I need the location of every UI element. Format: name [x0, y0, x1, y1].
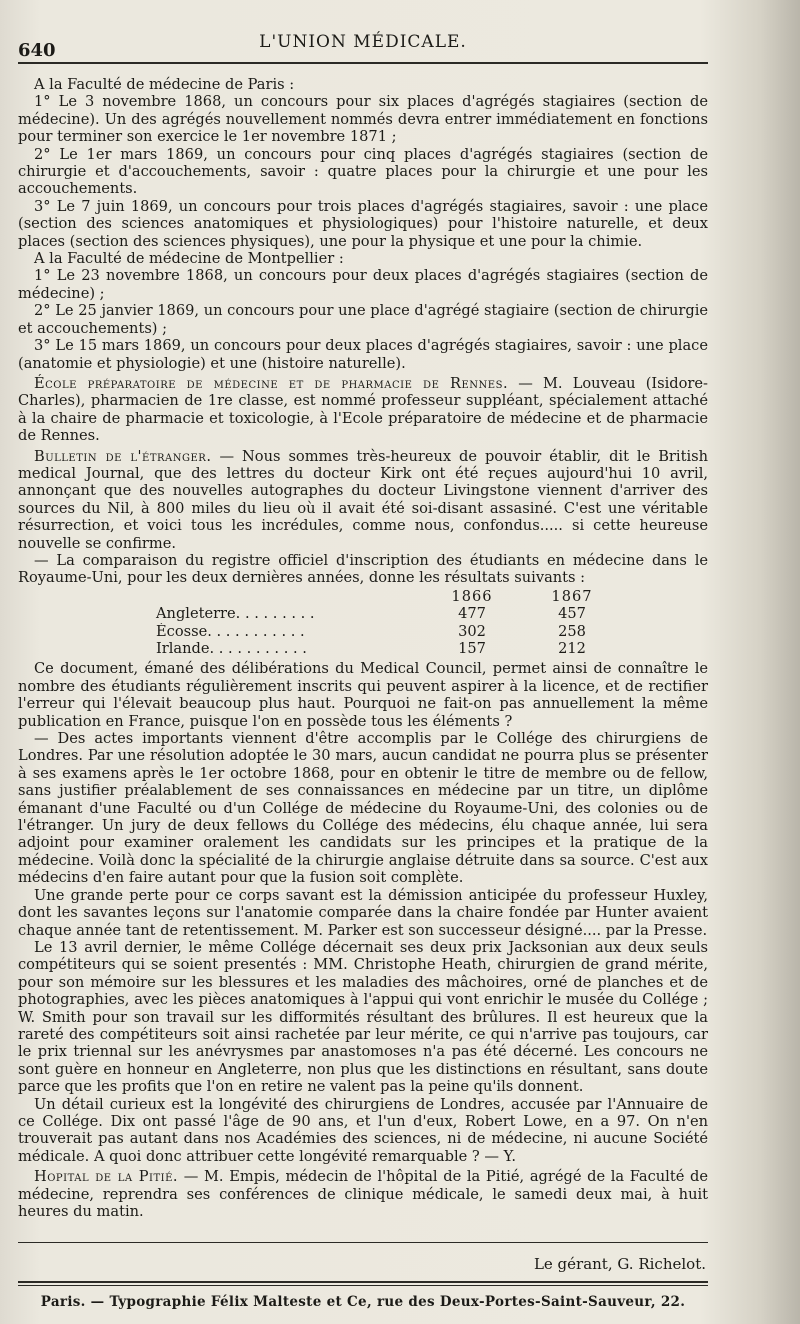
table-row [18, 640, 708, 657]
paragraph: Une grande perte pour ce corps savant est la démission anticipée du professeur Huxley, dont les savantes leçons sur l'anatomie comparée dans la chaire fondée par Hunter avaient chaque année tant de retentissement. M. Parker est son successeur désigné.... par la Presse. [18, 886, 708, 939]
cell: 477 [458, 605, 486, 623]
cell: 457 [558, 605, 586, 623]
paragraph: 3° Le 15 mars 1869, un concours pour deux places d'agrégés stagiaires, savoir : une place (anatomie et physiologie) et une (histoire naturelle). [18, 337, 708, 372]
cell: 212 [558, 640, 586, 657]
section-heading: École préparatoire de médecine et de pharmacie de Rennes. [34, 374, 509, 392]
paragraph: 1° Le 3 novembre 1868, un concours pour six places d'agrégés stagiaires (section de médecine). Un des agrégés nouvellement nommés devra entrer immédiatement en fonctions pour terminer son exercice le 1er novembre 1871 ; [18, 93, 708, 146]
row-label: Écosse. . . . . . . . . . . [156, 622, 305, 640]
paragraph: 2° Le 25 janvier 1869, un concours pour une place d'agrégé stagiaire (section de chirurgie et accouchements) ; [18, 302, 708, 337]
paragraph: 2° Le 1er mars 1869, un concours pour cinq places d'agrégés stagiaires (section de chirurgie et d'accouchements, savoir : quatre places pour la chirurgie et une pour les accouchements. [18, 145, 708, 198]
paragraph: Un détail curieux est la longévité des chirurgiens de Londres, accusée par l'Annuaire de ce Collége. Dix ont passé l'âge de 90 ans, et l'un d'eux, Robert Lowe, en a 97. On n'en trouverait pas autant dans nos Académies des sciences, ni de médecine, ni aucune Société médicale. A quoi donc attribuer cette longévité remarquable ? — Y. [18, 1095, 708, 1165]
cell: 302 [458, 622, 486, 640]
section-heading: Bulletin de l'étranger. [34, 447, 212, 465]
student-stats-table [18, 588, 708, 658]
paragraph: A la Faculté de médecine de Paris : [34, 76, 295, 93]
section-pitie: Hopital de la Pitié. — M. Empis, médecin de l'hôpital de la Pitié, agrégé de la Faculté de médecine, reprendra ses conférences de clinique médicale, le samedi deux mai, à huit heures du matin. [18, 1168, 708, 1220]
printer-imprint: Paris. — Typographie Félix Malteste et Ce, rue des Deux-Portes-Saint-Sauveur, 22. [40, 1294, 686, 1311]
running-title: L'UNION MÉDICALE. [259, 32, 467, 52]
paragraph: A la Faculté de médecine de Montpellier : [34, 250, 344, 268]
section-heading: Hopital de la Pitié. [34, 1168, 179, 1186]
table-row [18, 605, 708, 622]
paragraph: Le 13 avril dernier, le même Collége décernait ses deux prix Jacksonian aux deux seuls compétiteurs qui se soient presentés : MM. Christophe Heath, chirurgien de grand mérite, pour son mémoire sur les blessures et les maladies des mâchoires, orné de planches et de photographies, avec les pièces anatomiques à l'appui qui vont enrichir le musée du Collége ; W. Smith pour son travail sur les difformités résultant des brûlures. Il est heureux que la rareté des compétiteurs soit ainsi rachetée par leur mérite, ce qui n'arrive pas toujours, car le prix triennal sur les anévrysmes par anastomoses n'a pas été décerné. Les concours ne sont guère en honneur en Angleterre, non plus que les distinctions en résultant, sans doute parce que les profits que l'on en retire ne valent pas la peine qu'ils donnent. [18, 938, 708, 1096]
paragraph: 3° Le 7 juin 1869, un concours pour trois places d'agrégés stagiaires, savoir : une place (section des sciences anatomiques et physiologiques) pour l'histoire naturelle, et deux places (section des sciences physiques), une pour la physique et une pour la chimie. [18, 197, 708, 250]
signature: Le gérant, G. Richelot. [18, 1242, 708, 1273]
table-header-row [18, 588, 708, 605]
paragraph: — La comparaison du registre officiel d'inscription des étudiants en médecine dans le Royaume-Uni, pour les deux dernières années, donne les résultats suivants : [18, 551, 708, 587]
footer-rule [18, 1281, 708, 1286]
row-label: Angleterre. . . . . . . . . [156, 605, 315, 623]
year-header: 1867 [551, 587, 593, 605]
row-label: Irlande. . . . . . . . . . . [156, 640, 307, 657]
cell: 258 [558, 622, 586, 640]
year-header: 1866 [451, 587, 493, 605]
section-rennes: École préparatoire de médecine et de pharmacie de Rennes. — M. Louveau (Isidore-Charles), pharmacien de 1re classe, est nommé professeur suppléant, spécialement attaché à la chaire de pharmacie et toxicologie, à l'Ecole préparatoire de médecine et de pharmacie de Rennes. [18, 374, 708, 445]
table-row [18, 623, 708, 640]
cell: 157 [458, 640, 486, 657]
paragraph: 1° Le 23 novembre 1868, un concours pour deux places d'agrégés stagiaires (section de médecine) ; [18, 267, 708, 302]
article-body [18, 76, 708, 1220]
section-bulletin-etranger: Bulletin de l'étranger. — Nous sommes très-heureux de pouvoir établir, dit le British medical Journal, que des lettres du docteur Kirk ont été reçues aujourd'hui 10 avril, annonçant que des nouvelles autographes du docteur Livingstone viennent d'arriver des sources du Nil, à 800 miles du lieu où il avait été soi-disant assasiné. C'est une véritable résurrection, et voici tous les incrédules, comme nous, confondus..... si cette heureuse nouvelle se confirme. [18, 447, 708, 552]
page-header [18, 28, 708, 64]
paragraph: Ce document, émané des délibérations du Medical Council, permet ainsi de connaître le nombre des étudiants régulièrement inscrits qui peuvent aspirer à la licence, et de rectifier l'erreur qui l'élevait beaucoup plus haut. Pourquoi ne fait-on pas annuellement la même publication en France, puisque l'on en possède tous les éléments ? [18, 660, 708, 730]
page-number: 640 [18, 40, 56, 61]
paragraph: — Des actes importants viennent d'être accomplis par le Collége des chirurgiens de Londres. Par une résolution adoptée le 30 mars, aucun candidat ne pourra plus se présenter à ses examens après le 1er octobre 1868, pour en obtenir le titre de membre ou de fellow, sans justifier préalablement de ses connaissances en médecine par un titre, un diplôme émanant d'une Faculté ou d'un Collége de médecine du Royaume-Uni, des colonies ou de l'étranger. Un jury de deux fellows du Collége des médecins, élu chaque année, lui sera adjoint pour examiner oralement les candidats sur les principes et la pratique de la médecine. Voilà donc la spécialité de la chirurgie anglaise détruite dans sa source. C'est aux médecins d'en faire autant pour que la fusion soit complète. [18, 730, 708, 887]
